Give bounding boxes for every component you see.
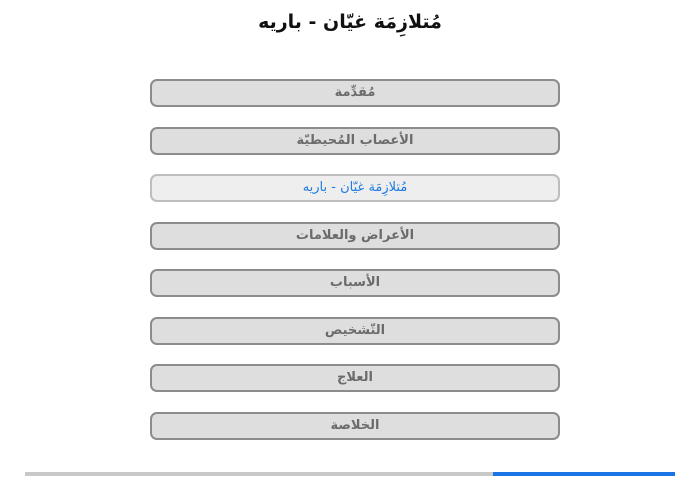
menu-item-introduction[interactable]: مُقدِّمة <box>150 79 560 107</box>
page-title: مُتلازِمَة غيّان - باريه <box>258 11 442 33</box>
progress-bar <box>25 472 675 476</box>
menu-item-guillain-barre[interactable]: مُتلازِمَة غيّان - باريه <box>150 174 560 202</box>
navigation-menu <box>150 79 560 459</box>
menu-item-treatment[interactable]: العلاج <box>150 364 560 392</box>
menu-item-peripheral-nerves[interactable]: الأعصاب المُحيطيّة <box>150 127 560 155</box>
menu-item-summary[interactable]: الخلاصة <box>150 412 560 440</box>
menu-item-symptoms[interactable]: الأعراض والعلامات <box>150 222 560 250</box>
menu-item-diagnosis[interactable]: التّشخيص <box>150 317 560 345</box>
menu-item-causes[interactable]: الأسباب <box>150 269 560 297</box>
progress-fill <box>493 472 675 476</box>
